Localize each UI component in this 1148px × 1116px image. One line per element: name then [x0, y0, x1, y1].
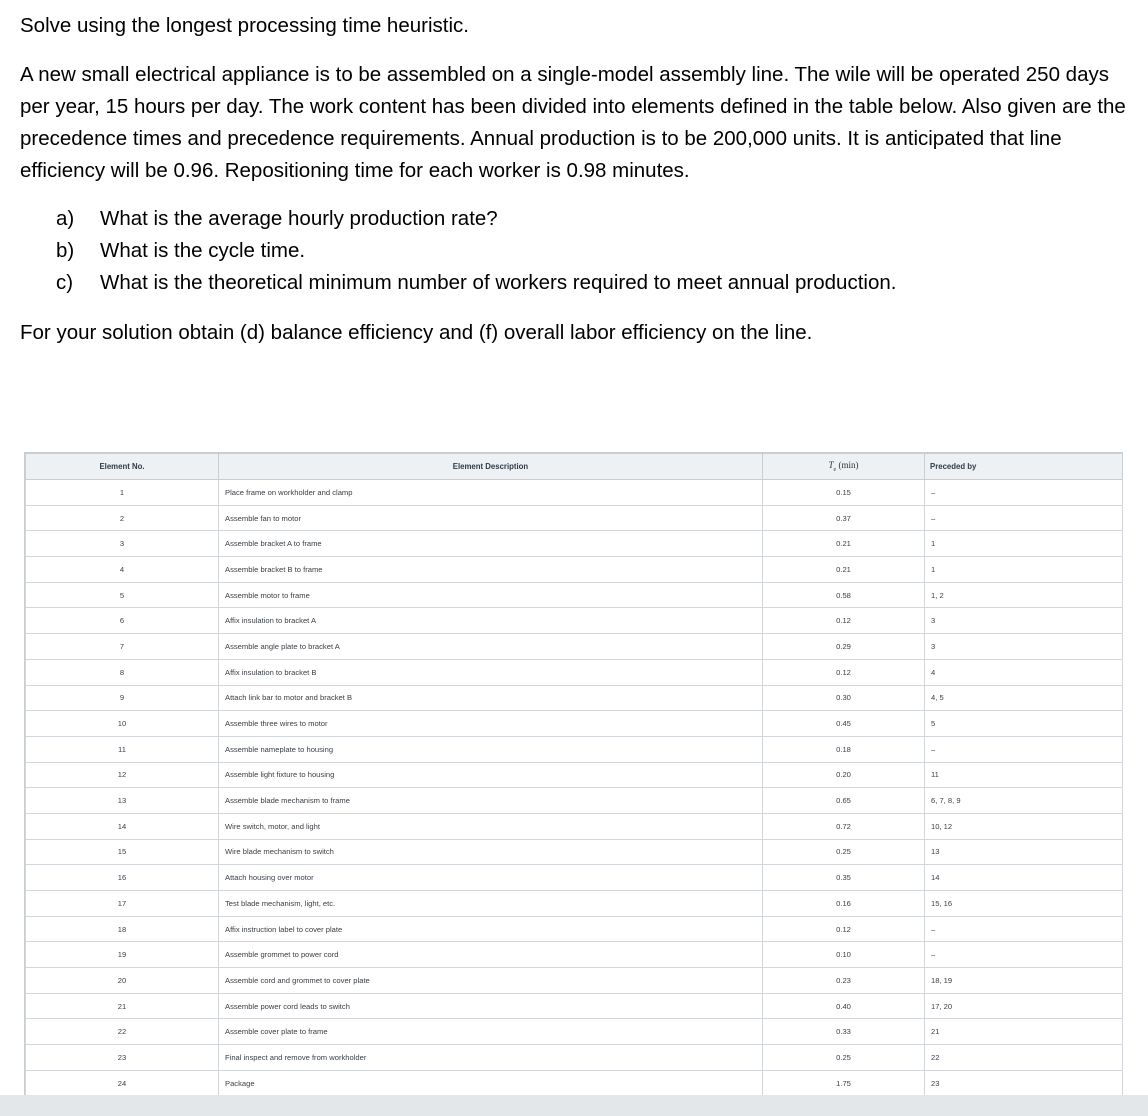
preceded-by-cell: 4	[925, 659, 1123, 685]
element-time-cell: 0.20	[763, 762, 925, 788]
table-row	[26, 916, 1123, 942]
table-row	[26, 659, 1123, 685]
preceded-by-cell: 17, 20	[925, 993, 1123, 1019]
element-number-cell: 4	[26, 557, 219, 583]
question-item	[56, 235, 1130, 267]
element-number-cell: 6	[26, 608, 219, 634]
table-row	[26, 480, 1123, 506]
element-description-cell: Assemble bracket A to frame	[219, 531, 763, 557]
element-number-cell: 12	[26, 762, 219, 788]
element-description-cell: Assemble bracket B to frame	[219, 557, 763, 583]
element-number-cell: 14	[26, 813, 219, 839]
element-number-cell: 23	[26, 1045, 219, 1071]
element-number-cell: 19	[26, 942, 219, 968]
question-letter: a)	[56, 207, 75, 230]
preceded-by-cell: 10, 12	[925, 813, 1123, 839]
element-description-cell: Affix insulation to bracket A	[219, 608, 763, 634]
header-element-description: Element Description	[219, 454, 763, 480]
element-number-cell: 8	[26, 659, 219, 685]
question-text: What is the average hourly production rate?	[100, 207, 498, 230]
element-number-cell: 18	[26, 916, 219, 942]
element-number-cell: 20	[26, 968, 219, 994]
preceded-by-cell: 1	[925, 531, 1123, 557]
preceded-by-cell: –	[925, 505, 1123, 531]
element-time-cell: 1.75	[763, 1070, 925, 1096]
element-description-cell: Wire blade mechanism to switch	[219, 839, 763, 865]
element-time-cell: 0.40	[763, 993, 925, 1019]
problem-statement	[20, 10, 1130, 349]
table-row	[26, 942, 1123, 968]
element-number-cell: 15	[26, 839, 219, 865]
element-time-cell: 0.58	[763, 582, 925, 608]
element-description-cell: Final inspect and remove from workholder	[219, 1045, 763, 1071]
question-list	[20, 203, 1130, 299]
problem-paragraph: A new small electrical appliance is to be assembled on a single-model assembly line. The wile will be operated 250 days per year, 15 hours per day. The work content has been divided into elements defined in the table below. Also given are the precedence times and precedence requirements. Annual production is to be 200,000 units. It is anticipated that line efficiency will be 0.96. Repositioning time for each worker is 0.98 minutes.	[20, 63, 1126, 182]
element-description-cell: Assemble motor to frame	[219, 582, 763, 608]
element-description-cell: Assemble fan to motor	[219, 505, 763, 531]
element-description-cell: Affix instruction label to cover plate	[219, 916, 763, 942]
element-number-cell: 2	[26, 505, 219, 531]
element-time-cell: 0.10	[763, 942, 925, 968]
preceded-by-cell: 13	[925, 839, 1123, 865]
header-preceded-by: Preceded by	[925, 454, 1123, 480]
element-description-cell: Assemble blade mechanism to frame	[219, 788, 763, 814]
element-time-cell: 0.12	[763, 608, 925, 634]
table-row	[26, 865, 1123, 891]
element-description-cell: Attach link bar to motor and bracket B	[219, 685, 763, 711]
closing-instruction: For your solution obtain (d) balance efficiency and (f) overall labor efficiency on the line.	[20, 321, 813, 344]
table-row	[26, 711, 1123, 737]
element-number-cell: 10	[26, 711, 219, 737]
table-header-row	[26, 454, 1123, 480]
question-letter: b)	[56, 239, 75, 262]
table-row	[26, 813, 1123, 839]
table-row	[26, 1019, 1123, 1045]
element-description-cell: Wire switch, motor, and light	[219, 813, 763, 839]
element-description-cell: Place frame on workholder and clamp	[219, 480, 763, 506]
element-number-cell: 13	[26, 788, 219, 814]
element-description-cell: Assemble cover plate to frame	[219, 1019, 763, 1045]
table-body	[26, 480, 1123, 1097]
element-number-cell: 11	[26, 736, 219, 762]
element-time-cell: 0.16	[763, 891, 925, 917]
time-symbol: T	[828, 460, 834, 471]
table-row	[26, 839, 1123, 865]
element-number-cell: 16	[26, 865, 219, 891]
preceded-by-cell: 3	[925, 634, 1123, 660]
element-number-cell: 24	[26, 1070, 219, 1096]
element-time-cell: 0.15	[763, 480, 925, 506]
table-row	[26, 993, 1123, 1019]
element-time-cell: 0.12	[763, 916, 925, 942]
element-time-cell: 0.23	[763, 968, 925, 994]
table-row	[26, 1045, 1123, 1071]
preceded-by-cell: 1	[925, 557, 1123, 583]
preceded-by-cell: 1, 2	[925, 582, 1123, 608]
element-description-cell: Assemble power cord leads to switch	[219, 993, 763, 1019]
element-description-cell: Assemble cord and grommet to cover plate	[219, 968, 763, 994]
preceded-by-cell: –	[925, 736, 1123, 762]
preceded-by-cell: 22	[925, 1045, 1123, 1071]
element-time-cell: 0.45	[763, 711, 925, 737]
time-unit: (min)	[836, 460, 859, 471]
problem-heading: Solve using the longest processing time heuristic.	[20, 14, 469, 37]
element-number-cell: 17	[26, 891, 219, 917]
table-row	[26, 762, 1123, 788]
table-row	[26, 531, 1123, 557]
table-row	[26, 582, 1123, 608]
element-description-cell: Assemble nameplate to housing	[219, 736, 763, 762]
element-time-cell: 0.12	[763, 659, 925, 685]
element-time-cell: 0.18	[763, 736, 925, 762]
element-time-cell: 0.21	[763, 531, 925, 557]
element-number-cell: 7	[26, 634, 219, 660]
preceded-by-cell: 5	[925, 711, 1123, 737]
preceded-by-cell: 11	[925, 762, 1123, 788]
table-row	[26, 891, 1123, 917]
question-item	[56, 203, 1130, 235]
element-number-cell: 9	[26, 685, 219, 711]
element-description-cell: Assemble three wires to motor	[219, 711, 763, 737]
table-row	[26, 505, 1123, 531]
bottom-shade	[0, 1095, 1148, 1116]
preceded-by-cell: 6, 7, 8, 9	[925, 788, 1123, 814]
element-description-cell: Affix insulation to bracket B	[219, 659, 763, 685]
table-row	[26, 634, 1123, 660]
preceded-by-cell: 4, 5	[925, 685, 1123, 711]
preceded-by-cell: 18, 19	[925, 968, 1123, 994]
element-number-cell: 21	[26, 993, 219, 1019]
element-description-cell: Assemble light fixture to housing	[219, 762, 763, 788]
question-text: What is the cycle time.	[100, 239, 306, 262]
table-row	[26, 685, 1123, 711]
preceded-by-cell: 21	[925, 1019, 1123, 1045]
table-row	[26, 608, 1123, 634]
element-time-cell: 0.25	[763, 1045, 925, 1071]
preceded-by-cell: 15, 16	[925, 891, 1123, 917]
element-table-container	[24, 452, 1123, 1096]
element-time-cell: 0.37	[763, 505, 925, 531]
preceded-by-cell: 14	[925, 865, 1123, 891]
element-time-cell: 0.30	[763, 685, 925, 711]
table-row	[26, 788, 1123, 814]
preceded-by-cell: –	[925, 916, 1123, 942]
preceded-by-cell: –	[925, 480, 1123, 506]
preceded-by-cell: –	[925, 942, 1123, 968]
element-description-cell: Assemble grommet to power cord	[219, 942, 763, 968]
question-letter: c)	[56, 271, 74, 294]
element-table	[25, 453, 1123, 1097]
element-time-cell: 0.25	[763, 839, 925, 865]
element-time-cell: 0.65	[763, 788, 925, 814]
table-row	[26, 557, 1123, 583]
question-item	[56, 267, 1130, 299]
element-number-cell: 5	[26, 582, 219, 608]
element-time-cell: 0.29	[763, 634, 925, 660]
element-number-cell: 22	[26, 1019, 219, 1045]
element-description-cell: Attach housing over motor	[219, 865, 763, 891]
question-text: What is the theoretical minimum number of workers required to meet annual production.	[100, 271, 897, 294]
element-time-cell: 0.33	[763, 1019, 925, 1045]
element-time-cell: 0.35	[763, 865, 925, 891]
element-description-cell: Assemble angle plate to bracket A	[219, 634, 763, 660]
header-time	[763, 454, 925, 480]
time-subscript: e	[833, 466, 837, 473]
element-number-cell: 1	[26, 480, 219, 506]
preceded-by-cell: 3	[925, 608, 1123, 634]
element-description-cell: Package	[219, 1070, 763, 1096]
header-element-no: Element No.	[26, 454, 219, 480]
table-row	[26, 968, 1123, 994]
table-row	[26, 736, 1123, 762]
table-row	[26, 1070, 1123, 1096]
preceded-by-cell: 23	[925, 1070, 1123, 1096]
element-time-cell: 0.21	[763, 557, 925, 583]
element-time-cell: 0.72	[763, 813, 925, 839]
element-number-cell: 3	[26, 531, 219, 557]
element-description-cell: Test blade mechanism, light, etc.	[219, 891, 763, 917]
